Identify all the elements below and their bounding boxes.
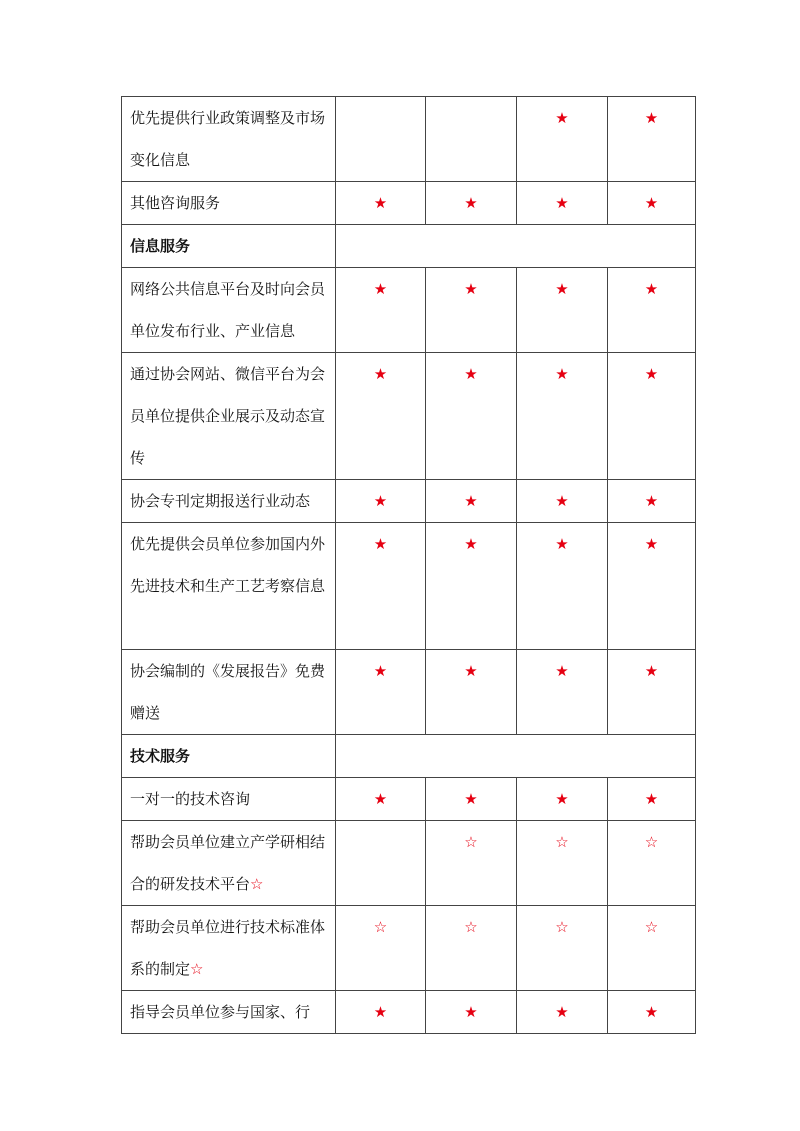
service-label-cell bbox=[122, 650, 336, 735]
filled-star-icon: ★ bbox=[426, 778, 517, 821]
table-row bbox=[122, 821, 696, 906]
filled-star-icon: ★ bbox=[336, 650, 426, 735]
filled-star-icon: ★ bbox=[426, 650, 517, 735]
service-label: 优先提供会员单位参加国内外先进技术和生产工艺考察信息 bbox=[130, 535, 326, 595]
service-label-cell bbox=[122, 182, 336, 225]
service-label-cell bbox=[122, 523, 336, 650]
table-row bbox=[122, 650, 696, 735]
filled-star-icon: ★ bbox=[517, 353, 608, 480]
filled-star-icon: ★ bbox=[608, 650, 696, 735]
filled-star-icon: ★ bbox=[608, 97, 696, 182]
outline-star-icon: ☆ bbox=[608, 906, 696, 991]
filled-star-icon: ★ bbox=[608, 480, 696, 523]
filled-star-icon: ★ bbox=[517, 991, 608, 1034]
outline-star-icon: ☆ bbox=[517, 821, 608, 906]
service-label: 其他咨询服务 bbox=[130, 194, 221, 212]
outline-star-icon: ☆ bbox=[190, 960, 204, 978]
filled-star-icon: ★ bbox=[426, 480, 517, 523]
service-label-cell bbox=[122, 906, 336, 991]
filled-star-icon: ★ bbox=[608, 991, 696, 1034]
filled-star-icon: ★ bbox=[517, 182, 608, 225]
service-label-cell bbox=[122, 97, 336, 182]
section-title: 技术服务 bbox=[122, 735, 336, 778]
section-row bbox=[122, 735, 696, 778]
filled-star-icon: ★ bbox=[517, 650, 608, 735]
filled-star-icon: ★ bbox=[517, 97, 608, 182]
membership-service-table bbox=[121, 96, 696, 1034]
filled-star-icon: ★ bbox=[608, 182, 696, 225]
service-label-cell bbox=[122, 778, 336, 821]
filled-star-icon: ★ bbox=[336, 778, 426, 821]
empty-mark-cell bbox=[426, 97, 517, 182]
section-row bbox=[122, 225, 696, 268]
filled-star-icon: ★ bbox=[336, 268, 426, 353]
outline-star-icon: ☆ bbox=[608, 821, 696, 906]
outline-star-icon: ☆ bbox=[426, 821, 517, 906]
table-row bbox=[122, 353, 696, 480]
service-label: 帮助会员单位建立产学研相结合的研发技术平台 bbox=[130, 833, 326, 893]
filled-star-icon: ★ bbox=[426, 523, 517, 650]
table-row bbox=[122, 523, 696, 650]
section-empty-cell bbox=[336, 225, 696, 268]
service-label-cell bbox=[122, 353, 336, 480]
table-row bbox=[122, 906, 696, 991]
filled-star-icon: ★ bbox=[608, 353, 696, 480]
table-row bbox=[122, 778, 696, 821]
filled-star-icon: ★ bbox=[426, 268, 517, 353]
service-label: 优先提供行业政策调整及市场变化信息 bbox=[130, 109, 326, 169]
filled-star-icon: ★ bbox=[517, 523, 608, 650]
filled-star-icon: ★ bbox=[336, 991, 426, 1034]
service-label-cell bbox=[122, 991, 336, 1034]
filled-star-icon: ★ bbox=[608, 778, 696, 821]
service-label-cell bbox=[122, 268, 336, 353]
filled-star-icon: ★ bbox=[608, 268, 696, 353]
service-label: 协会专刊定期报送行业动态 bbox=[130, 492, 311, 510]
outline-star-icon: ☆ bbox=[250, 875, 264, 893]
service-label: 帮助会员单位进行技术标准体系的制定 bbox=[130, 918, 326, 978]
filled-star-icon: ★ bbox=[336, 480, 426, 523]
table-row bbox=[122, 480, 696, 523]
section-title: 信息服务 bbox=[122, 225, 336, 268]
outline-star-icon: ☆ bbox=[426, 906, 517, 991]
empty-mark-cell bbox=[336, 97, 426, 182]
filled-star-icon: ★ bbox=[517, 268, 608, 353]
table-row bbox=[122, 97, 696, 182]
filled-star-icon: ★ bbox=[336, 353, 426, 480]
service-label: 指导会员单位参与国家、行 bbox=[130, 1003, 311, 1021]
service-label: 协会编制的《发展报告》免费赠送 bbox=[130, 662, 326, 722]
service-label: 通过协会网站、微信平台为会员单位提供企业展示及动态宣传 bbox=[130, 365, 326, 467]
table-row bbox=[122, 991, 696, 1034]
empty-mark-cell bbox=[336, 821, 426, 906]
table-body bbox=[122, 97, 696, 1034]
filled-star-icon: ★ bbox=[336, 182, 426, 225]
service-label: 网络公共信息平台及时向会员单位发布行业、产业信息 bbox=[130, 280, 326, 340]
filled-star-icon: ★ bbox=[426, 991, 517, 1034]
filled-star-icon: ★ bbox=[426, 182, 517, 225]
service-label-cell bbox=[122, 821, 336, 906]
table-row bbox=[122, 182, 696, 225]
outline-star-icon: ☆ bbox=[517, 906, 608, 991]
section-empty-cell bbox=[336, 735, 696, 778]
filled-star-icon: ★ bbox=[336, 523, 426, 650]
filled-star-icon: ★ bbox=[517, 778, 608, 821]
service-label-cell bbox=[122, 480, 336, 523]
filled-star-icon: ★ bbox=[426, 353, 517, 480]
outline-star-icon: ☆ bbox=[336, 906, 426, 991]
service-label: 一对一的技术咨询 bbox=[130, 790, 251, 808]
filled-star-icon: ★ bbox=[608, 523, 696, 650]
table-row bbox=[122, 268, 696, 353]
filled-star-icon: ★ bbox=[517, 480, 608, 523]
